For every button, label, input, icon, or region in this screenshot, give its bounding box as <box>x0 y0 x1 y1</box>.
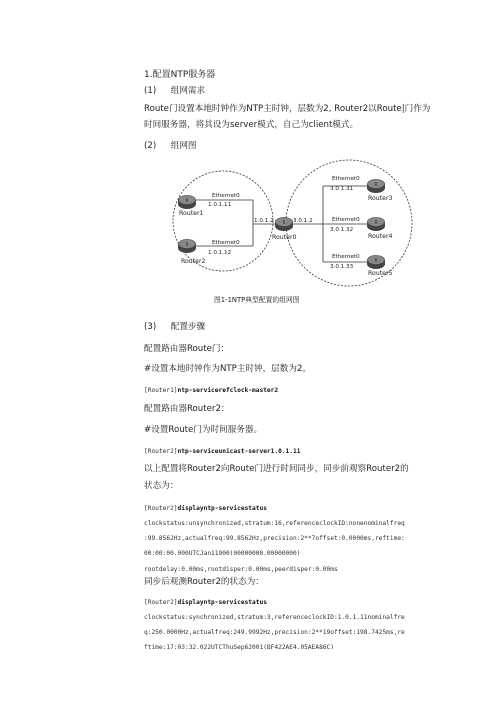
svg-text:R: R <box>282 220 286 225</box>
router4-interface: Ethernet0 <box>332 217 360 223</box>
router2-icon <box>178 239 196 253</box>
router4-label: Router4 <box>368 233 393 240</box>
subsection-label: 配置步骤 <box>170 322 206 332</box>
step-router2-heading: 配置路由器Router2： <box>144 404 230 414</box>
command-text: displayntp-servicestatus <box>177 599 267 606</box>
figure-caption: 图1-1NTP典型配置的组网图 <box>214 296 300 304</box>
command-prompt: [Router1] <box>144 387 178 394</box>
output-line: clockstatus:unsynchronized,stratum:16,referenceclockID:nonenominalfreq <box>144 520 405 527</box>
router0-left-ip: 1.0.1.2 <box>254 218 274 224</box>
command-line <box>144 447 300 456</box>
sync-description-line: 以上配置将Router2向Route门进行时间同步，同步前观察Router2的 <box>144 464 409 474</box>
router0-icon <box>275 217 293 231</box>
router2-ip: 1.0.1.12 <box>208 250 232 256</box>
subsection-diagram <box>144 141 197 152</box>
command-line <box>144 598 267 607</box>
router5-interface: Ethernet0 <box>332 254 360 260</box>
router2-label: Router2 <box>181 258 206 265</box>
router2-interface: Ethernet0 <box>212 240 240 246</box>
command-line <box>144 386 278 395</box>
section-title: 1.配置NTP服务器 <box>144 70 216 80</box>
step-router1-comment: #设置本地时钟作为NTP主时钟，层数为2。 <box>144 364 312 374</box>
router5-icon <box>367 255 385 269</box>
subsection-label: 组网需求 <box>170 86 206 96</box>
output-line: ftime:17:03:32.022UTCThuSep62001(BF422AE4.05AEA86C) <box>144 644 334 651</box>
requirement-text-line: 时间服务器，将其设为server模式，自己为client模式。 <box>144 120 359 130</box>
command-text: displayntp-servicestatus <box>177 505 267 512</box>
router5-ip: 3.0.1.33 <box>330 264 354 270</box>
command-text: ntp-serviceunicast-server1.0.1.11 <box>177 448 301 455</box>
step-router2-comment: #设置Route门为时间服务器。 <box>144 425 263 435</box>
command-line <box>144 504 267 513</box>
router3-ip: 3.0.1.31 <box>330 186 354 192</box>
router3-interface: Ethernet0 <box>332 176 360 182</box>
router1-interface: Ethernet0 <box>212 193 240 199</box>
output-line: :99.8562Hz,actualfreq:99.8562Hz,precision:2**7offset:0.0000ms,reftime: <box>144 535 405 542</box>
router1-icon <box>178 195 196 209</box>
router0-right-ip: 3.0.1.2 <box>293 218 313 224</box>
router3-label: Router3 <box>368 195 393 202</box>
output-line: q:250.0000Hz,actualfreq:249.9992Hz,precision:2**19offset:198.7425ms,re <box>144 629 405 636</box>
router1-ip: 1.0.1.11 <box>208 202 232 208</box>
output-line: clockstatus:synchronized,stratum:3,referenceclockID:1.0.1.11nominalfre <box>144 614 405 621</box>
subsection-label: 组网图 <box>170 141 197 151</box>
svg-text:R: R <box>374 258 378 263</box>
svg-text:R: R <box>185 198 189 203</box>
after-sync-text: 同步后观测Router2的状态为： <box>144 577 264 587</box>
router1-label: Router1 <box>179 210 204 217</box>
router4-icon <box>367 217 385 231</box>
subsection-number: (1) <box>144 86 157 96</box>
router3-icon <box>367 179 385 193</box>
requirement-text-line: Route门设置本地时钟作为NTP主时钟，层数为2, Router2以Route|门作为 <box>144 104 431 114</box>
sync-description-line: 状态为： <box>144 481 179 491</box>
subsection-number: (3) <box>144 322 157 332</box>
svg-text:R: R <box>374 220 378 225</box>
subsection-requirements <box>144 86 205 97</box>
output-line: rootdelay:0.00ms,rootdisper:0.00ms,peerdisper:0.00ms <box>144 566 338 573</box>
subsection-number: (2) <box>144 141 157 151</box>
subsection-steps <box>144 322 205 333</box>
step-router1-heading: 配置路由器Route门： <box>144 344 230 354</box>
router0-label: Router0 <box>272 234 297 241</box>
router4-ip: 3.0.1.32 <box>330 227 354 233</box>
network-diagram <box>160 158 440 290</box>
command-prompt: [Router2] <box>144 599 178 606</box>
command-text: ntp-servicerefclock-master2 <box>177 387 279 394</box>
command-prompt: [Router2] <box>144 505 178 512</box>
command-prompt: [Router2] <box>144 448 178 455</box>
svg-text:R: R <box>185 242 189 247</box>
output-line: 00:00:00.000UTCJan11900(00000000.00000000) <box>144 550 301 557</box>
svg-text:R: R <box>374 182 378 187</box>
router5-label: Router5 <box>368 270 393 277</box>
